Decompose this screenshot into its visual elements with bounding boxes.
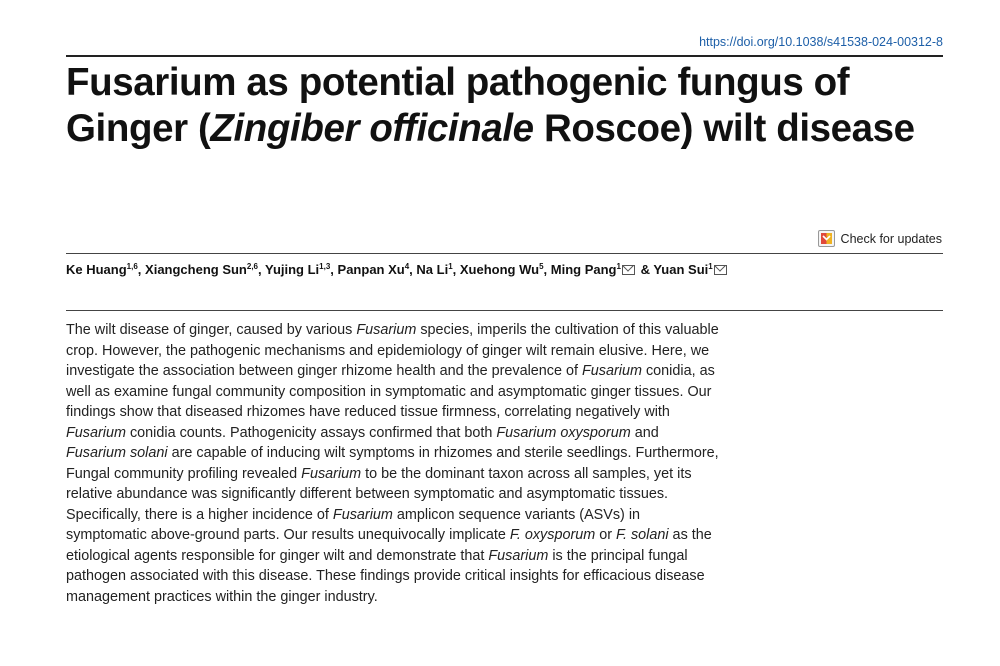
- author-affiliation[interactable]: 2,6: [246, 262, 258, 271]
- email-icon[interactable]: [714, 265, 727, 275]
- abstract-italic-term: Fusarium: [332, 506, 393, 523]
- title-rule: [66, 253, 943, 254]
- abstract-italic-term: Fusarium: [488, 547, 549, 564]
- abstract-text: or: [595, 527, 617, 543]
- author-affiliation[interactable]: 1: [708, 262, 713, 271]
- abstract-text: etiological agents responsible for ginger wilt and demonstrate that: [66, 547, 489, 564]
- abstract-text: investigate the association between ginger rhizome health and the prevalence of: [66, 363, 582, 379]
- abstract-text: Specifically, there is a higher incidence of: [66, 506, 333, 523]
- abstract-text: findings show that diseased rhizomes have reduced tissue firmness, correlating negatively with: [66, 404, 670, 420]
- top-rule: [66, 55, 943, 57]
- author-name[interactable]: Na Li: [416, 262, 449, 277]
- title-italic: Zingiber officinale: [210, 107, 534, 150]
- author-separator: ,: [452, 262, 460, 277]
- author-name[interactable]: Ming Pang: [550, 262, 617, 277]
- abstract-text: as the: [668, 527, 712, 543]
- abstract-text: species, imperils the cultivation of this valuable: [416, 322, 719, 338]
- abstract-line: [66, 443, 806, 464]
- doi-link[interactable]: https://doi.org/10.1038/s41538-024-00312-8: [699, 35, 943, 49]
- abstract-italic-term: Fusarium: [356, 322, 417, 338]
- author-name[interactable]: Ke Huang: [66, 262, 127, 277]
- abstract-text: relative abundance was significantly different between symptomatic and asymptomatic tissues.: [66, 486, 669, 502]
- title-part1: Fusarium as potential pathogenic fungus of Ginger (: [66, 61, 850, 150]
- author-name[interactable]: Xuehong Wu: [459, 262, 540, 277]
- author-affiliation[interactable]: 1: [448, 262, 453, 271]
- author-affiliation[interactable]: 1,6: [126, 262, 138, 271]
- author-name[interactable]: Yujing Li: [265, 262, 320, 277]
- abstract: [66, 320, 806, 607]
- author-separator: ,: [137, 262, 146, 277]
- abstract-text: Fungal community profiling revealed: [66, 465, 302, 482]
- abstract-line: [66, 546, 806, 567]
- abstract-italic-term: Fusarium oxysporum: [496, 424, 631, 441]
- author-list: [66, 262, 946, 277]
- author-separator: &: [636, 262, 654, 277]
- abstract-line: [66, 464, 806, 485]
- abstract-italic-term: Fusarium: [582, 363, 642, 379]
- abstract-italic-term: Fusarium solani: [66, 445, 168, 461]
- abstract-line: [66, 341, 806, 362]
- abstract-text: well as examine fungal community composition in symptomatic and asymptomatic ginger tissues. Our: [66, 383, 712, 400]
- abstract-text: amplicon sequence variants (ASVs) in: [392, 506, 641, 523]
- check-for-updates-button[interactable]: [818, 230, 942, 247]
- check-for-updates-label: Check for updates: [840, 231, 942, 246]
- abstract-text: and: [630, 424, 659, 441]
- abstract-text: are capable of inducing wilt symptoms in rhizomes and sterile seedlings. Furthermore,: [167, 445, 719, 461]
- author-separator: ,: [258, 262, 265, 277]
- abstract-italic-term: F. solani: [616, 527, 669, 543]
- author-affiliation[interactable]: 4: [404, 262, 410, 271]
- abstract-text: crop. However, the pathogenic mechanisms and epidemiology of ginger wilt remain elusive. Here, we: [66, 342, 710, 359]
- abstract-line: [66, 320, 806, 341]
- abstract-line: [66, 361, 806, 382]
- abstract-line: [66, 382, 806, 403]
- abstract-line: [66, 587, 806, 608]
- author-separator: ,: [409, 262, 417, 277]
- article-title: [66, 60, 946, 152]
- abstract-text: pathogen associated with this disease. These findings provide critical insights for efficacious disease: [66, 568, 705, 584]
- author-affiliation[interactable]: 1,3: [319, 262, 331, 271]
- abstract-line: [66, 566, 806, 587]
- authors-rule: [66, 310, 943, 311]
- abstract-line: [66, 505, 806, 526]
- author-name[interactable]: Yuan Sui: [653, 262, 709, 277]
- author-name[interactable]: Panpan Xu: [337, 262, 405, 277]
- author-affiliation[interactable]: 5: [539, 262, 544, 271]
- email-icon[interactable]: [622, 265, 635, 275]
- abstract-text: is the principal fungal: [548, 547, 688, 564]
- abstract-text: symptomatic above-ground parts. Our results unequivocally implicate: [66, 527, 510, 543]
- author-separator: ,: [330, 262, 338, 277]
- abstract-text: conidia, as: [641, 363, 715, 379]
- abstract-line: [66, 423, 806, 444]
- abstract-line: [66, 402, 806, 423]
- abstract-italic-term: F. oxysporum: [509, 527, 596, 543]
- abstract-text: management practices within the ginger industry.: [66, 588, 378, 605]
- abstract-italic-term: Fusarium: [66, 424, 126, 441]
- abstract-italic-term: Fusarium: [301, 465, 362, 482]
- title-part2: Roscoe) wilt disease: [533, 107, 915, 150]
- author-separator: ,: [543, 262, 551, 277]
- abstract-line: [66, 525, 806, 546]
- abstract-text: to be the dominant taxon across all samples, yet its: [361, 465, 692, 482]
- crossmark-icon: [818, 230, 835, 247]
- abstract-line: [66, 484, 806, 505]
- author-affiliation[interactable]: 1: [616, 262, 621, 271]
- abstract-text: conidia counts. Pathogenicity assays confirmed that both: [125, 424, 497, 441]
- abstract-text: The wilt disease of ginger, caused by various: [66, 322, 357, 338]
- author-name[interactable]: Xiangcheng Sun: [145, 262, 247, 277]
